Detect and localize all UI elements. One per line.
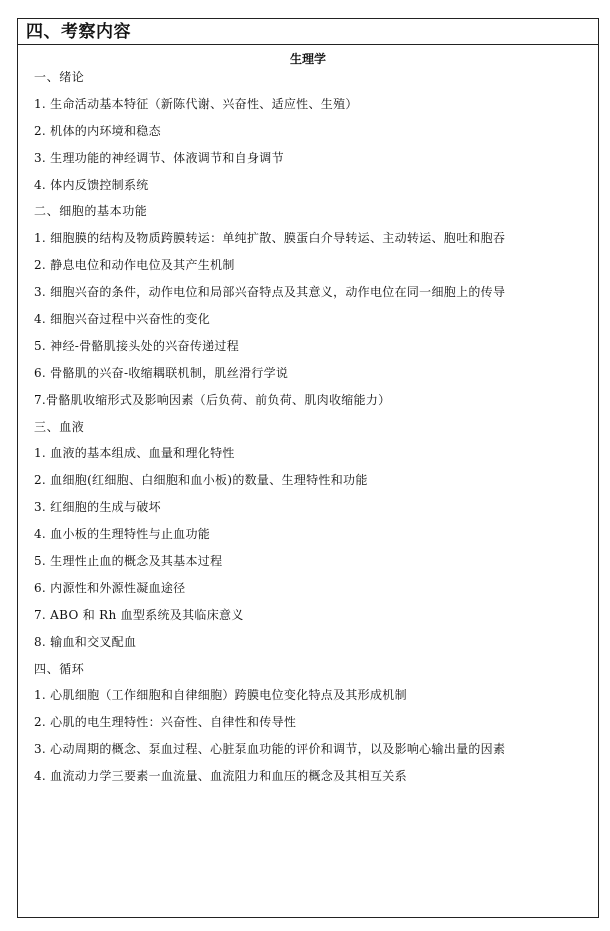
outline-item: 1. 心肌细胞（工作细胞和自律细胞）跨膜电位变化特点及其形成机制 bbox=[34, 688, 407, 703]
outline-heading: 一、绪论 bbox=[34, 70, 85, 84]
outline-item: 3. 生理功能的神经调节、体液调节和自身调节 bbox=[34, 150, 284, 165]
outline-item: 1. 血液的基本组成、血量和理化特性 bbox=[34, 446, 235, 461]
outline-item: 5. 生理性止血的概念及其基本过程 bbox=[34, 554, 223, 569]
outline-item: 7. ABO 和 Rh 血型系统及其临床意义 bbox=[34, 607, 244, 622]
section-title: 四、考察内容 bbox=[18, 19, 598, 45]
outline-item: 2. 血细胞(红细胞、白细胞和血小板)的数量、生理特性和功能 bbox=[34, 473, 368, 488]
outline-item: 6. 骨骼肌的兴奋-收缩耦联机制，肌丝滑行学说 bbox=[34, 365, 289, 380]
outline-item: 3. 细胞兴奋的条件，动作电位和局部兴奋特点及其意义，动作电位在同一细胞上的传导 bbox=[34, 285, 506, 300]
outline-heading: 二、细胞的基本功能 bbox=[34, 204, 148, 219]
outline-item: 2. 机体的内环境和稳态 bbox=[34, 123, 161, 138]
outline-heading: 三、血液 bbox=[34, 419, 85, 434]
outline-item: 2. 静息电位和动作电位及其产生机制 bbox=[34, 258, 235, 273]
outline-item: 1. 生命活动基本特征（新陈代谢、兴奋性、适应性、生殖） bbox=[34, 96, 358, 111]
outline-item: 7.骨骼肌收缩形式及影响因素（后负荷、前负荷、肌肉收缩能力） bbox=[34, 392, 391, 407]
outline-item: 5. 神经-骨骼肌接头处的兴奋传递过程 bbox=[34, 338, 240, 353]
outline-item: 4. 血流动力学三要素一血流量、血流阻力和血压的概念及其相互关系 bbox=[34, 769, 407, 784]
outline-item: 8. 输血和交叉配血 bbox=[34, 634, 137, 649]
outline-heading: 四、循环 bbox=[34, 661, 85, 676]
outline-item: 6. 内源性和外源性凝血途径 bbox=[34, 580, 186, 595]
outline-item: 4. 血小板的生理特性与止血功能 bbox=[34, 527, 211, 542]
outline-item: 4. 细胞兴奋过程中兴奋性的变化 bbox=[34, 312, 211, 327]
outline-item: 4. 体内反馈控制系统 bbox=[34, 177, 149, 192]
outline-item: 3. 红细胞的生成与破坏 bbox=[34, 500, 161, 515]
outline-list bbox=[34, 64, 606, 790]
subject-title: 生理学 bbox=[289, 52, 326, 66]
outline-item: 2. 心肌的电生理特性：兴奋性、自律性和传导性 bbox=[34, 715, 297, 730]
outline-item: 3. 心动周期的概念、泵血过程、心脏泵血功能的评价和调节，以及影响心输出量的因素 bbox=[34, 742, 506, 757]
outline-item: 1. 细胞膜的结构及物质跨膜转运：单纯扩散、膜蛋白介导转运、主动转运、胞吐和胞吞 bbox=[34, 231, 506, 246]
